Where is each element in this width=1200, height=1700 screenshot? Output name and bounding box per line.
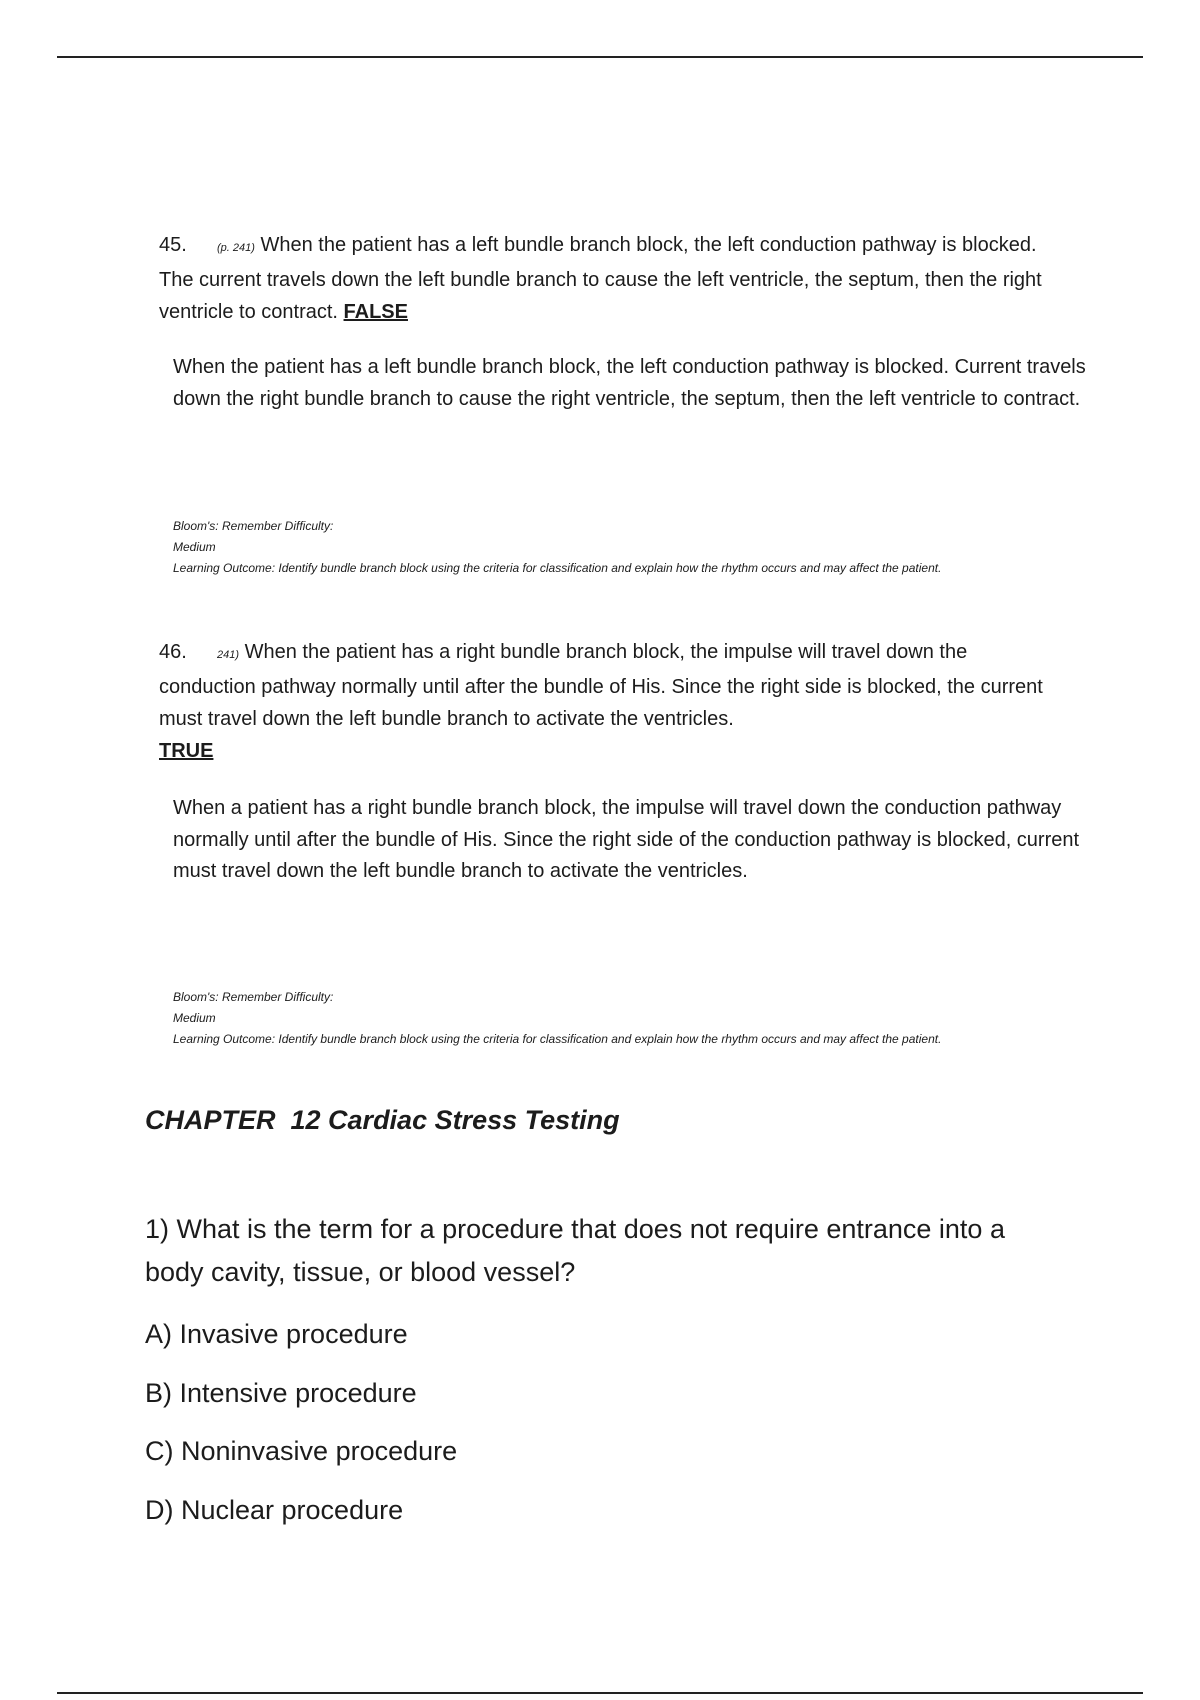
metadata-45 — [173, 516, 1083, 579]
difficulty-value: Medium — [173, 540, 216, 554]
question-text: When the patient has a left bundle branch block, the left conduction pathway is blocked. The current travels down the left bundle branch to cause the left ventricle, the septum, then the right ventricle to contract. — [159, 234, 1042, 323]
option-c: C) Noninvasive procedure — [145, 1436, 458, 1466]
answer-label: FALSE — [343, 301, 408, 323]
option-b: B) Intensive procedure — [145, 1378, 417, 1408]
answer-label: TRUE — [159, 740, 214, 762]
learning-outcome: Learning Outcome: Identify bundle branch block using the criteria for classification and explain how the rhythm occurs and may affect the patient. — [173, 1032, 942, 1046]
mcq-question: 1) What is the term for a procedure that does not require entrance into a body cavity, tissue, or blood vessel? — [145, 1214, 1005, 1287]
explanation-46: When a patient has a right bundle branch block, the impulse will travel down the conduction pathway normally until after the bundle of His. Since the right side of the conduction pathway is blocked, current must travel down the left bundle branch to activate the ventricles. — [173, 797, 1080, 882]
option-a: A) Invasive procedure — [145, 1319, 408, 1349]
difficulty-value: Medium — [173, 1011, 216, 1025]
page-reference: (p. 241) — [217, 242, 255, 254]
metadata-46 — [173, 987, 1083, 1050]
learning-outcome: Learning Outcome: Identify bundle branch block using the criteria for classification and explain how the rhythm occurs and may affect the patient. — [173, 561, 942, 575]
bottom-rule — [57, 1692, 1143, 1694]
question-text: When the patient has a right bundle branch block, the impulse will travel down the conduction pathway normally until after the bundle of His. Since the right side is blocked, the current must travel down the left bundle branch to activate the ventricles. — [159, 641, 1043, 730]
blooms-label: Bloom's: Remember Difficulty: — [173, 990, 334, 1004]
explanation-45: When the patient has a left bundle branch block, the left conduction pathway is blocked. Current travels down the right bundle branch to cause the right ventricle, the septum, then the left ventricle to contract. — [173, 356, 1086, 410]
question-number: 46. — [159, 641, 187, 663]
option-d: D) Nuclear procedure — [145, 1495, 404, 1525]
question-45 — [159, 229, 1059, 328]
question-46 — [159, 636, 1059, 767]
chapter-heading: CHAPTER 12 Cardiac Stress Testing — [145, 1105, 620, 1135]
page-reference: 241) — [217, 649, 240, 661]
blooms-label: Bloom's: Remember Difficulty: — [173, 519, 334, 533]
top-rule — [57, 56, 1143, 58]
question-number: 45. — [159, 234, 187, 256]
